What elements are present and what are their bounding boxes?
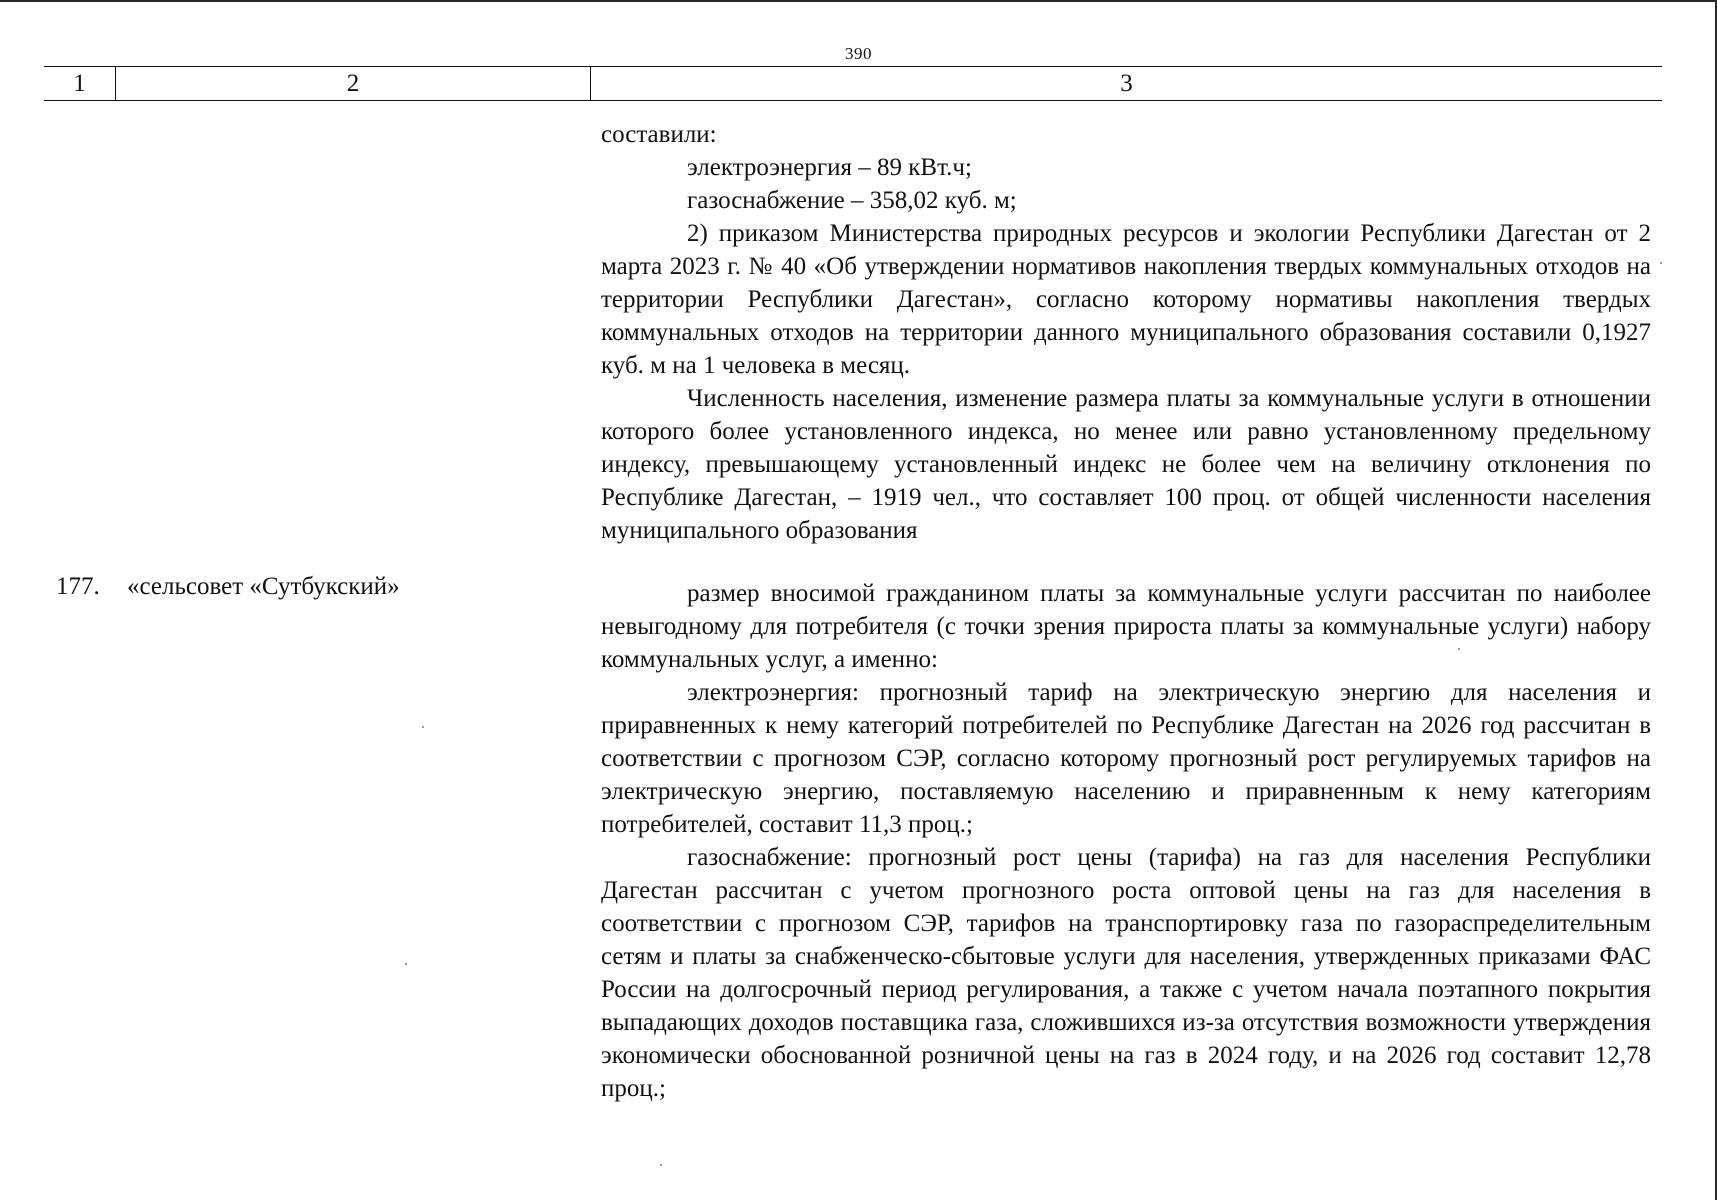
page-number: 390 — [845, 44, 872, 63]
scan-speck — [422, 726, 424, 728]
scan-speck — [1660, 262, 1662, 264]
scan-speck — [405, 963, 407, 965]
paragraph: составили: — [601, 121, 717, 148]
table-header-col1: 1 — [73, 70, 86, 97]
paragraph: размер вносимой гражданином платы за коммунальные услуги рассчитан по наиболее невыгодному для потребителя (с точки зрения прироста платы за коммунальные услуги) набору коммунальных услуг, а именно: — [601, 580, 1651, 673]
paragraph: Численность населения, изменение размера платы за коммунальные услуги в отношении которого более установленного индекса, но менее или равно установленному предельному индексу, превышающему установленный индекс не более чем на величину отклонения по Республике Дагестан, – 1919 чел., что составляет 100 проц. от общей численности населения муниципального образования — [601, 385, 1651, 544]
municipality-name: «сельсовет «Сутбукский» — [127, 573, 400, 600]
list-item: газоснабжение – 358,02 куб. м; — [687, 187, 1017, 214]
row-number: 177. — [56, 573, 100, 600]
paragraph: 2) приказом Министерства природных ресурсов и экологии Республики Дагестан от 2 марта 2023 г. № 40 «Об утверждении нормативов накопления твердых коммунальных отходов на территории Республики Дагестан», согласно которому нормативы накопления твердых коммунальных отходов на территории данного муниципального образования составили 0,1927 куб. м на 1 человека в месяц. — [601, 220, 1651, 379]
scan-speck — [660, 1164, 662, 1166]
list-item: электроэнергия – 89 кВт.ч; — [687, 154, 972, 181]
table-header-row — [44, 66, 1662, 101]
paragraph: электроэнергия: прогнозный тариф на электрическую энергию для населения и приравненных к нему категорий потребителей по Республике Дагестан на 2026 год рассчитан в соответствии с прогнозом СЭР, согласно которому прогнозный рост регулируемых тарифов на электрическую энергию, поставляемую населению и приравненным к нему категориям потребителей, составит 11,3 проц.; — [601, 679, 1651, 838]
table-header-col3: 3 — [590, 67, 1662, 100]
prev-row-continuation — [601, 118, 1651, 547]
row-177-description — [601, 577, 1651, 1105]
scan-speck — [1458, 648, 1460, 650]
scan-edge-top — [0, 0, 1717, 2]
table-header-col2: 2 — [115, 67, 590, 100]
paragraph: газоснабжение: прогнозный рост цены (тарифа) на газ для населения Республики Дагестан рассчитан с учетом прогнозного роста оптовой цены на газ для населения в соответствии с прогнозом СЭР, тарифов на транспортировку газа по газораспределительным сетям и платы за снабженческо-сбытовые услуги для населения, утвержденных приказами ФАС России на долгосрочный период регулирования, а также с учетом начала поэтапного покрытия выпадающих доходов поставщика газа, сложившихся из-за отсутствия возможности утверждения экономически обоснованной розничной цены на газ в 2024 году, и на 2026 год составит 12,78 проц.; — [601, 844, 1651, 1102]
